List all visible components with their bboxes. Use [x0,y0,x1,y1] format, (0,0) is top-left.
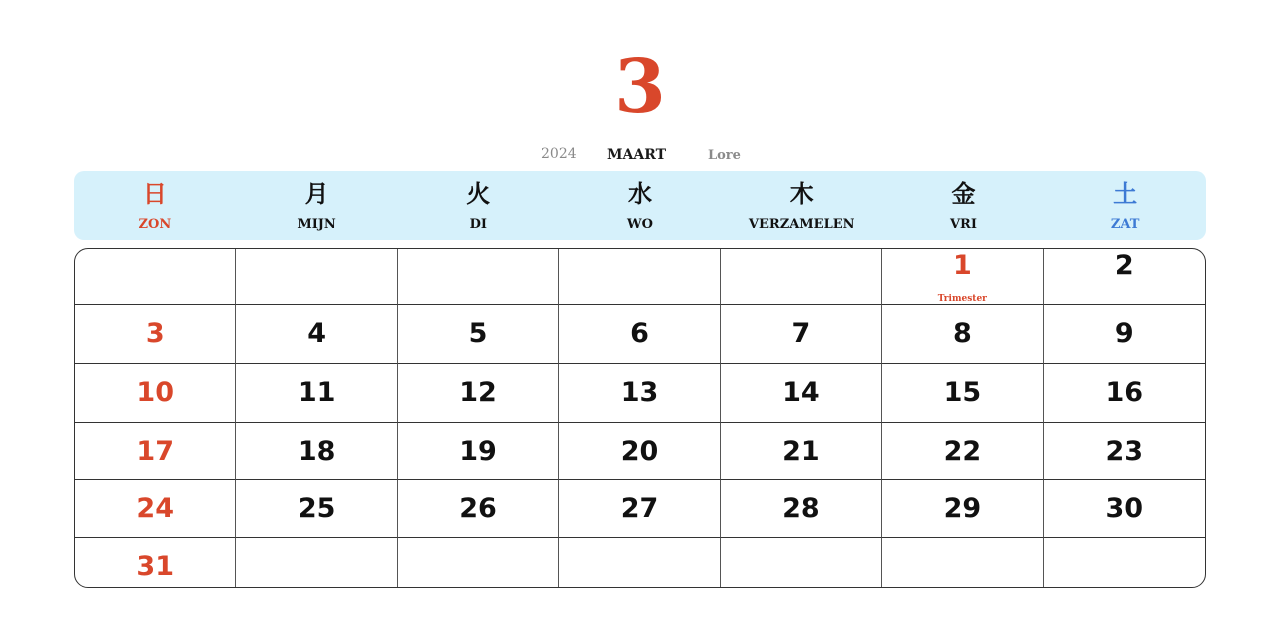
day-cell[interactable] [721,305,882,364]
day-number: 10 [136,377,174,408]
day-number: 15 [943,377,982,408]
day-number: 19 [459,436,497,467]
weekday-saturday [1044,171,1206,240]
day-cell[interactable] [559,364,720,423]
month-name: MAART [607,147,667,163]
empty-cell [75,249,236,305]
empty-cell [559,249,720,305]
day-number: 25 [297,493,336,524]
empty-cell [559,538,720,588]
weekday-kanji: 土 [1113,179,1138,208]
weekday-kanji: 水 [628,179,653,208]
day-number: 20 [620,436,659,467]
day-cell[interactable] [398,423,559,480]
weekday-thursday [721,171,883,240]
day-cell[interactable] [882,480,1043,538]
day-number: 13 [620,377,659,408]
day-cell[interactable] [721,423,882,480]
day-note: Trimester [937,294,987,304]
empty-cell [398,538,559,588]
day-cell[interactable] [236,423,397,480]
calendar-subtitle [0,144,1280,166]
day-cell[interactable] [882,423,1043,480]
day-cell[interactable] [882,364,1043,423]
weekday-label: MIJN [297,217,336,232]
day-number: 22 [943,436,982,467]
weekday-friday [883,171,1045,240]
empty-cell [236,538,397,588]
day-cell[interactable] [559,305,720,364]
day-number: 12 [459,377,497,408]
day-cell[interactable] [75,480,236,538]
day-cell[interactable] [236,305,397,364]
day-number: 30 [1105,493,1144,524]
day-number: 5 [468,318,488,349]
day-number: 11 [297,377,336,408]
weekday-kanji: 木 [789,179,814,208]
day-number: 6 [630,318,649,349]
owner-name: Lore [708,148,741,163]
day-cell[interactable] [721,364,882,423]
empty-cell [1044,538,1205,588]
day-number: 31 [136,551,174,582]
day-number: 9 [1114,318,1134,349]
weekday-label: DI [469,217,487,232]
day-cell[interactable] [1044,364,1205,423]
day-number: 21 [782,436,820,467]
day-cell[interactable] [398,480,559,538]
day-number: 8 [952,318,972,349]
weekday-monday [236,171,398,240]
weekday-label: VERZAMELEN [748,217,855,232]
day-cell[interactable] [882,249,1043,305]
weekday-kanji: 月 [304,179,329,208]
weekday-kanji: 火 [466,179,491,208]
day-number: 1 [952,250,972,281]
day-number: 18 [297,436,336,467]
empty-cell [721,249,882,305]
day-cell[interactable] [559,423,720,480]
day-number: 14 [782,377,820,408]
weekday-wednesday [559,171,721,240]
empty-cell [236,249,397,305]
day-cell[interactable] [398,364,559,423]
day-cell[interactable] [398,305,559,364]
day-cell[interactable] [882,305,1043,364]
empty-cell [882,538,1043,588]
empty-cell [398,249,559,305]
weekday-label: ZAT [1110,217,1140,232]
weekday-header [74,171,1206,240]
day-number: 26 [459,493,497,524]
weekday-tuesday [397,171,559,240]
day-cell[interactable] [236,364,397,423]
day-number: 2 [1114,250,1134,281]
day-cell[interactable] [1044,305,1205,364]
weekday-sunday [74,171,236,240]
calendar-grid [74,248,1206,588]
day-cell[interactable] [1044,423,1205,480]
day-cell[interactable] [1044,480,1205,538]
weekday-label: VRI [949,217,977,232]
day-number: 23 [1105,436,1144,467]
empty-cell [721,538,882,588]
day-cell[interactable] [75,423,236,480]
day-number: 3 [145,318,165,349]
day-number: 4 [307,318,327,349]
day-number: 24 [136,493,174,524]
weekday-label: WO [627,217,653,232]
weekday-kanji: 金 [951,179,976,208]
day-cell[interactable] [236,480,397,538]
day-number: 27 [620,493,659,524]
day-number: 7 [791,318,811,349]
day-cell[interactable] [75,305,236,364]
month-number: 3 [614,44,666,130]
year-label: 2024 [541,146,577,162]
day-number: 16 [1105,377,1144,408]
weekday-label: ZON [138,217,172,232]
day-cell[interactable] [721,480,882,538]
day-cell[interactable] [1044,249,1205,305]
day-number: 28 [782,493,820,524]
day-number: 17 [136,436,174,467]
day-number: 29 [943,493,982,524]
day-cell[interactable] [75,538,236,588]
day-cell[interactable] [75,364,236,423]
weekday-kanji: 日 [142,179,167,208]
day-cell[interactable] [559,480,720,538]
